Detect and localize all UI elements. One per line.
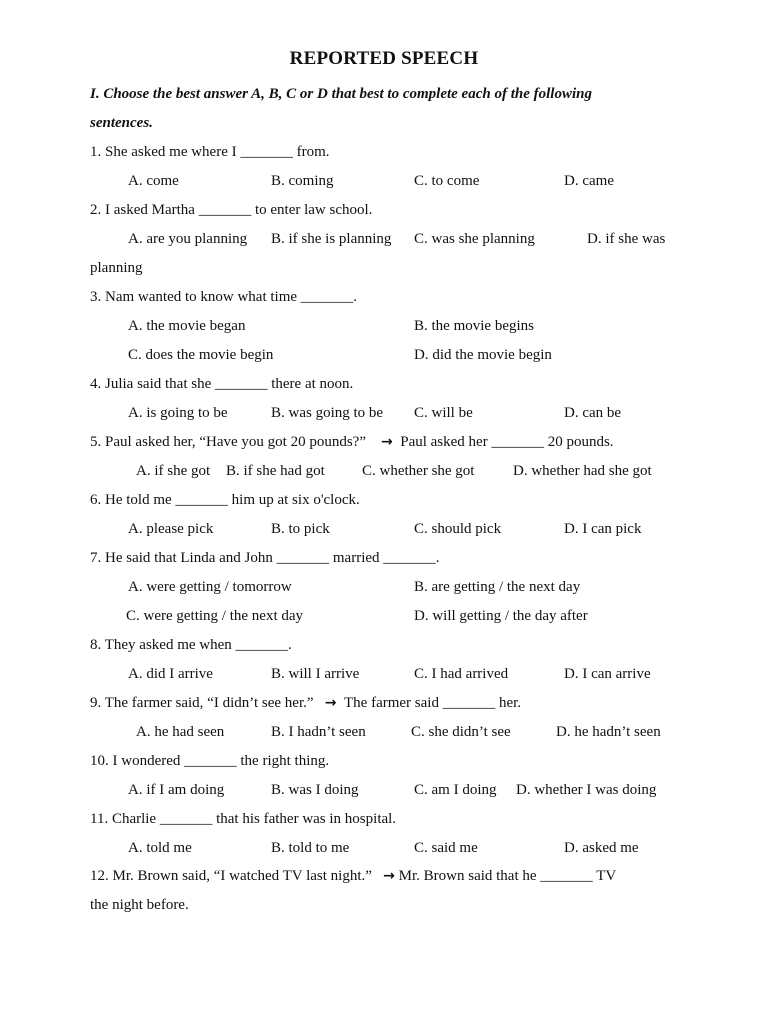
question-8-option-d[interactable]: D. I can arrive (564, 666, 651, 682)
question-2-option-c[interactable]: C. was she planning (414, 231, 535, 247)
question-2-option-d[interactable]: D. if she was (587, 231, 666, 247)
question-4-option-a[interactable]: A. is going to be (128, 405, 228, 421)
question-6-option-c[interactable]: C. should pick (414, 521, 502, 537)
question-3-stem: 3. Nam wanted to know what time _______. (90, 289, 358, 305)
question-3-option-b[interactable]: B. the movie begins (414, 318, 534, 334)
question-12-stem: 12. Mr. Brown said, “I watched TV last night.” (90, 868, 372, 884)
question-4-option-b[interactable]: B. was going to be (271, 405, 384, 421)
question-8-option-a[interactable]: A. did I arrive (128, 666, 213, 682)
question-11-stem: 11. Charlie _______ that his father was in hospital. (90, 811, 397, 827)
question-1-option-d[interactable]: D. came (564, 173, 614, 189)
question-6-stem: 6. He told me _______ him up at six o'clock. (90, 492, 360, 508)
question-9-line (90, 693, 521, 713)
question-11-option-d[interactable]: D. asked me (564, 840, 639, 856)
question-10-stem: 10. I wondered _______ the right thing. (90, 753, 330, 769)
question-7-option-c[interactable]: C. were getting / the next day (126, 608, 304, 624)
question-1-option-c[interactable]: C. to come (414, 173, 480, 189)
question-6-option-a[interactable]: A. please pick (128, 521, 214, 537)
question-3-option-a[interactable]: A. the movie began (128, 318, 246, 334)
question-5-option-a[interactable]: A. if she got (136, 463, 211, 479)
question-6-option-d[interactable]: D. I can pick (564, 521, 642, 537)
question-2-option-a[interactable]: A. are you planning (128, 231, 248, 247)
question-7-option-a[interactable]: A. were getting / tomorrow (128, 579, 292, 595)
question-12-continuation: the night before. (90, 897, 189, 913)
question-2-option-b[interactable]: B. if she is planning (271, 231, 392, 247)
arrow-icon: → (383, 868, 395, 884)
question-5-option-d[interactable]: D. whether had she got (513, 463, 652, 479)
question-5-option-b[interactable]: B. if she had got (226, 463, 325, 479)
question-1-option-b[interactable]: B. coming (271, 173, 334, 189)
question-10-option-c[interactable]: C. am I doing (414, 782, 497, 798)
question-9-option-d[interactable]: D. he hadn’t seen (556, 724, 661, 740)
question-6-option-b[interactable]: B. to pick (271, 521, 330, 537)
instruction-line-1: I. Choose the best answer A, B, C or D that best to complete each of the following (90, 86, 592, 102)
question-9-option-b[interactable]: B. I hadn’t seen (271, 724, 366, 740)
question-5-stem: 5. Paul asked her, “Have you got 20 pounds?” (90, 434, 366, 450)
question-9-stem-after: The farmer said _______ her. (344, 695, 522, 711)
question-2-continuation: planning (90, 260, 143, 276)
question-10-option-d[interactable]: D. whether I was doing (516, 782, 657, 798)
question-9-stem: 9. The farmer said, “I didn’t see her.” (90, 695, 314, 711)
question-5-line (90, 432, 614, 452)
question-3-option-c[interactable]: C. does the movie begin (128, 347, 274, 363)
question-11-option-a[interactable]: A. told me (128, 840, 192, 856)
question-11-option-b[interactable]: B. told to me (271, 840, 350, 856)
question-10-option-b[interactable]: B. was I doing (271, 782, 359, 798)
question-9-option-c[interactable]: C. she didn’t see (411, 724, 511, 740)
question-12-stem-after: Mr. Brown said that he _______ TV (398, 868, 617, 884)
question-1-stem: 1. She asked me where I _______ from. (90, 144, 330, 160)
arrow-icon: → (381, 434, 393, 450)
question-1-option-a[interactable]: A. come (128, 173, 179, 189)
question-7-option-d[interactable]: D. will getting / the day after (414, 608, 588, 624)
question-5-stem-after: Paul asked her _______ 20 pounds. (400, 434, 614, 450)
question-4-stem: 4. Julia said that she _______ there at noon. (90, 376, 354, 392)
question-8-stem: 8. They asked me when _______. (90, 637, 292, 653)
question-4-option-d[interactable]: D. can be (564, 405, 622, 421)
arrow-icon: → (324, 695, 337, 711)
question-4-option-c[interactable]: C. will be (414, 405, 473, 421)
question-12-line (90, 866, 616, 886)
question-7-option-b[interactable]: B. are getting / the next day (414, 579, 581, 595)
question-3-option-d[interactable]: D. did the movie begin (414, 347, 552, 363)
page-title: REPORTED SPEECH (289, 48, 479, 69)
question-9-option-a[interactable]: A. he had seen (136, 724, 225, 740)
question-8-option-b[interactable]: B. will I arrive (271, 666, 360, 682)
question-11-option-c[interactable]: C. said me (414, 840, 478, 856)
instruction-line-2: sentences. (90, 115, 153, 131)
question-8-option-c[interactable]: C. I had arrived (414, 666, 509, 682)
question-2-stem: 2. I asked Martha _______ to enter law school. (90, 202, 373, 218)
question-10-option-a[interactable]: A. if I am doing (128, 782, 225, 798)
question-5-option-c[interactable]: C. whether she got (362, 463, 475, 479)
question-7-stem: 7. He said that Linda and John _______ married _______. (90, 550, 440, 566)
